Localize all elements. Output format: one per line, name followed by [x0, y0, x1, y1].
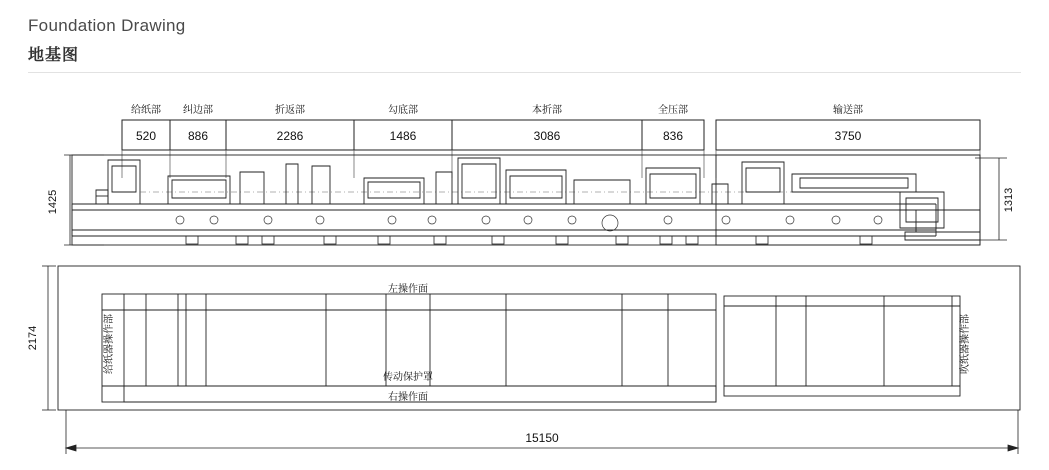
plan-label-bottom: 右操作面 — [388, 392, 428, 403]
section-dim-5: 836 — [662, 129, 684, 143]
section-label-3: 勾底部 — [388, 105, 418, 116]
plan-label-left-vertical: 给纸器操作部 — [104, 314, 115, 374]
header-divider — [28, 72, 1021, 73]
section-label-1: 纠边部 — [183, 105, 213, 116]
drawing-canvas — [0, 80, 1049, 470]
right-height-dimension-label: 1313 — [1003, 187, 1015, 213]
section-dim-0: 520 — [135, 129, 157, 143]
plan-label-middle: 传动保护罩 — [383, 372, 433, 383]
left-height-dimension — [64, 155, 104, 245]
plan-label-top: 左操作面 — [388, 284, 428, 295]
plan-machine-footprint — [102, 294, 716, 402]
section-dim-3: 1486 — [389, 129, 417, 143]
plan-frame — [58, 266, 1020, 410]
left-height-dimension-label: 1425 — [47, 189, 59, 215]
machine-rollers — [176, 215, 882, 231]
machine-feet — [186, 236, 872, 244]
overall-length-dimension-label: 15150 — [525, 431, 559, 445]
plan-height-dimension-label: 2174 — [27, 325, 39, 351]
page-title-en: Foundation Drawing — [28, 16, 186, 35]
page-title-cn: 地基图 — [28, 47, 80, 64]
section-label-2: 折返部 — [275, 105, 305, 116]
section-dim-4: 3086 — [533, 129, 561, 143]
section-dim-2: 2286 — [276, 129, 304, 143]
section-label-4: 本折部 — [532, 105, 562, 116]
plan-label-right-vertical: 吹纸器操作部 — [960, 314, 971, 374]
section-dim-1: 886 — [187, 129, 209, 143]
section-dim-6: 3750 — [834, 129, 862, 143]
machine-elevation — [72, 158, 980, 240]
section-label-6: 输送部 — [833, 105, 863, 116]
plan-height-dimension — [42, 266, 56, 410]
plan-delivery-footprint — [724, 296, 960, 396]
section-label-0: 给纸部 — [131, 105, 161, 116]
section-label-5: 全压部 — [658, 105, 688, 116]
